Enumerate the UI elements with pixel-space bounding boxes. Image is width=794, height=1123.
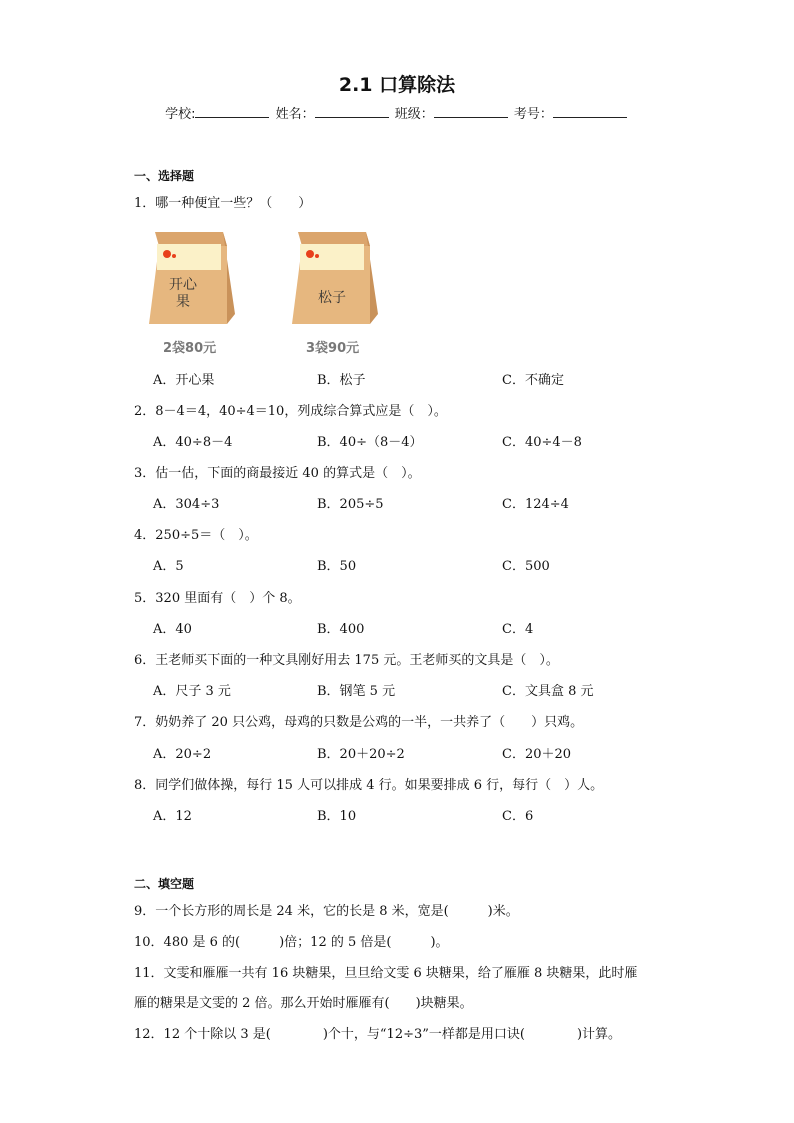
question-1: 1．哪一种便宜一些？（ ） — [134, 196, 312, 211]
option-b: B．20＋20÷2 — [317, 747, 405, 762]
bag-logo-dot-small — [315, 254, 319, 258]
question-10: 10．480 是 6 的( )倍；12 的 5 倍是( )。 — [134, 935, 449, 950]
pistachio-bag-image — [145, 226, 237, 328]
question-8-options — [153, 805, 673, 823]
pine-nut-price: 3袋90元 — [306, 341, 360, 356]
question-7: 7．奶奶养了 20 只公鸡，母鸡的只数是公鸡的一半，一共养了（ ）只鸡。 — [134, 715, 584, 730]
question-4: 4．250÷5＝（ ）。 — [134, 528, 258, 543]
page-title: 2.1 口算除法 — [338, 74, 456, 96]
option-a: A．40 — [153, 622, 192, 637]
option-b: B．10 — [317, 809, 357, 824]
bag-name-line1: 开心 — [169, 277, 197, 293]
option-a: A．40÷8－4 — [153, 435, 233, 450]
school-label: 学校: — [165, 107, 196, 122]
question-8: 8．同学们做体操，每行 15 人可以排成 4 行。如果要排成 6 行，每行（ ）人。 — [134, 778, 604, 793]
question-3-options — [153, 493, 673, 511]
option-c: C．500 — [502, 559, 550, 574]
name-label: 姓名： — [275, 107, 315, 122]
option-a: A．20÷2 — [153, 747, 212, 762]
class-label: 班级： — [394, 107, 434, 122]
option-c: C．124÷4 — [502, 497, 569, 512]
bag-top — [155, 232, 227, 246]
question-1-options — [153, 369, 673, 387]
exam-number-field — [514, 103, 629, 122]
question-4-options — [153, 555, 673, 573]
class-blank — [434, 103, 508, 118]
question-2: 2．8－4＝4，40÷4＝10，列成综合算式应是（ ）。 — [134, 404, 447, 419]
section-choice-title: 一、选择题 — [134, 169, 195, 183]
option-c: C．40÷4－8 — [502, 435, 582, 450]
pistachio-price: 2袋80元 — [163, 341, 217, 356]
exam-number-blank — [553, 103, 627, 118]
option-b: B．钢笔 5 元 — [317, 684, 396, 699]
question-9: 9．一个长方形的周长是 24 米，它的长是 8 米，宽是( )米。 — [134, 904, 519, 919]
option-c: C．不确定 — [502, 373, 564, 388]
option-a: A．12 — [153, 809, 192, 824]
student-info-line — [0, 103, 794, 122]
question-5-options — [153, 618, 673, 636]
question-11-line-1: 11．文雯和雁雁一共有 16 块糖果，旦旦给文雯 6 块糖果，给了雁雁 8 块糖果，此时雁 — [134, 966, 638, 981]
bag-logo-dot — [163, 250, 171, 258]
bag-logo-dot — [306, 250, 314, 258]
option-b: B．松子 — [317, 373, 366, 388]
option-b: B．50 — [317, 559, 357, 574]
school-field — [165, 103, 271, 122]
option-c: C．4 — [502, 622, 534, 637]
class-field — [395, 103, 510, 122]
option-b: B．400 — [317, 622, 365, 637]
school-blank — [195, 103, 269, 118]
option-b: B．40÷（8－4） — [317, 435, 423, 450]
option-a: A．5 — [153, 559, 184, 574]
exam-number-label: 考号： — [513, 107, 553, 122]
option-c: C．文具盒 8 元 — [502, 684, 594, 699]
option-a: A．尺子 3 元 — [153, 684, 231, 699]
question-3: 3．估一估，下面的商最接近 40 的算式是（ ）。 — [134, 466, 421, 481]
question-12: 12．12 个十除以 3 是( )个十，与“12÷3”一样都是用口诀( )计算。 — [134, 1027, 622, 1042]
bag-top — [298, 232, 370, 246]
bag-name: 松子 — [318, 290, 346, 306]
question-5: 5．320 里面有（ ）个 8。 — [134, 591, 301, 606]
question-6: 6．王老师买下面的一种文具刚好用去 175 元。王老师买的文具是（ ）。 — [134, 653, 559, 668]
bag-name-line2: 果 — [176, 294, 190, 310]
name-blank — [315, 103, 389, 118]
option-a: A．开心果 — [153, 373, 215, 388]
option-a: A．304÷3 — [153, 497, 220, 512]
question-7-options — [153, 743, 673, 761]
question-11-line-2: 雁的糖果是文雯的 2 倍。那么开始时雁雁有( )块糖果。 — [134, 996, 473, 1011]
option-c: C．20＋20 — [502, 747, 572, 762]
option-b: B．205÷5 — [317, 497, 384, 512]
option-c: C．6 — [502, 809, 534, 824]
pine-nut-bag-image — [288, 226, 380, 328]
question-2-options — [153, 431, 673, 449]
section-fill-title: 二、填空题 — [134, 877, 195, 891]
name-field — [276, 103, 391, 122]
bag-logo-dot-small — [172, 254, 176, 258]
question-6-options — [153, 680, 673, 698]
